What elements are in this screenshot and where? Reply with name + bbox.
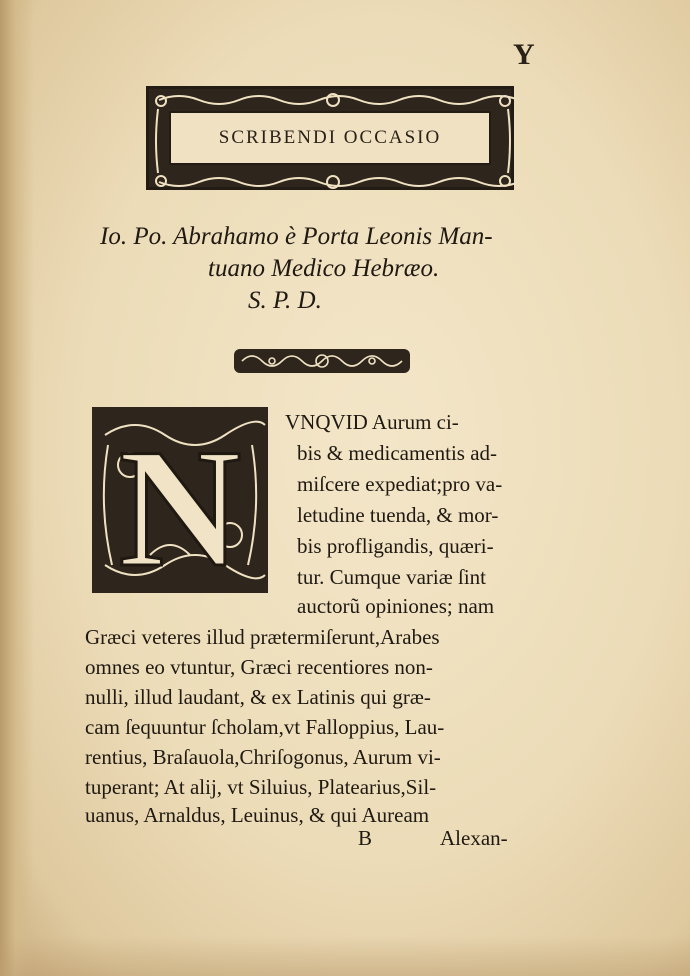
body-line: cam ſequuntur ſcholam,vt Falloppius, Lau- bbox=[85, 715, 445, 739]
body-line: nulli, illud laudant, & ex Latinis qui græ- bbox=[85, 685, 431, 709]
heading-cartouche bbox=[146, 86, 514, 190]
body-line: tuperant; At alij, vt Siluius, Platearius,Sil- bbox=[85, 775, 437, 799]
body-line: Græci veteres illud prætermiſerunt,Arabes bbox=[85, 625, 440, 649]
dedication-line-1: Io. Po. Abrahamo è Porta Leonis Man- bbox=[100, 223, 493, 250]
dedication-line-2: tuano Medico Hebræo. bbox=[208, 255, 440, 282]
page-bottom-shadow bbox=[0, 936, 690, 976]
body-line: tur. Cumque variæ ſint bbox=[297, 565, 486, 589]
body-line: letudine tuenda, & mor- bbox=[297, 503, 499, 527]
fleuron-ornament bbox=[232, 343, 412, 379]
dedication-line-3: S. P. D. bbox=[248, 287, 322, 314]
section-heading: SCRIBENDI OCCASIO bbox=[218, 127, 442, 148]
page-edge-shadow bbox=[0, 0, 34, 976]
decorated-initial bbox=[90, 405, 270, 600]
signature-mark: Y bbox=[513, 38, 535, 71]
initial-woodcut bbox=[90, 405, 270, 595]
body-line: auctorũ opiniones; nam bbox=[297, 594, 495, 618]
signature-catch: B bbox=[358, 826, 373, 850]
body-line: miſcere expediat;pro va- bbox=[297, 472, 503, 496]
initial-letter: N bbox=[118, 414, 242, 595]
body-line: bis & medicamentis ad- bbox=[297, 441, 498, 465]
body-line: VNQVID Aurum ci- bbox=[285, 410, 459, 434]
cartouche-panel bbox=[169, 111, 491, 165]
body-line: bis profligandis, quæri- bbox=[297, 534, 494, 558]
body-line: rentius, Braſauola,Chriſogonus, Aurum vi- bbox=[85, 745, 441, 769]
body-line: uanus, Arnaldus, Leuinus, & qui Auream bbox=[85, 803, 430, 827]
catchword: Alexan- bbox=[440, 826, 508, 850]
body-line: omnes eo vtuntur, Græci recentiores non- bbox=[85, 655, 433, 679]
